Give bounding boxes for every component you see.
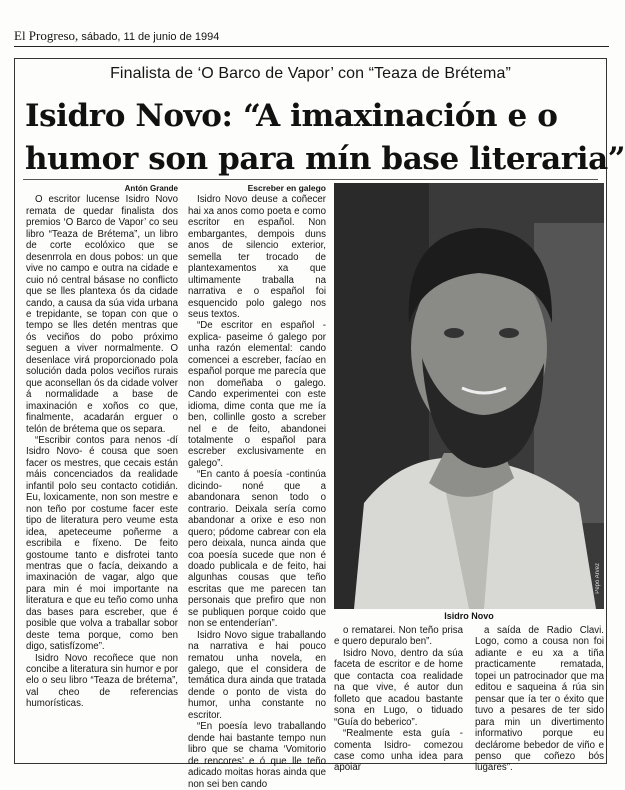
newspaper-name: El Progreso, bbox=[14, 28, 79, 43]
text-column-1 bbox=[26, 183, 178, 710]
portrait-illustration bbox=[334, 183, 604, 609]
masthead bbox=[14, 26, 609, 47]
paragraph: Isidro Novo sigue traballando na narrativa e hai pouco rematou unha novela, en galego, que el considera de temática dura ainda que tratada dende o ponto de vista do humor, unha constante no escritor. bbox=[188, 629, 326, 721]
paragraph: Isidro Novo recoñece que non concibe a literatura sin humor e por elo o seu libro “Teaza de brétema”, val cheo de referencias humorísticas. bbox=[26, 652, 178, 710]
paragraph: a saída de Radio Clavi. Logo, como a cousa non foi adiante e eu xa a tiña practicamente rematada, topei un patrocinador que ma editou e saqueina á rúa sin pensar que ía ter o éxito que tuvo a pesares de ter sido para min un divertimento informativo porque eu declárome bebedor de viño e penso que coñezo bós lugares”. bbox=[475, 625, 604, 774]
paragraph: “Escribir contos para nenos -dí Isidro Novo- é cousa que soen facer os mestres, que cecais están máis concenciados da realidade infantil polo seu contacto cotidián. Eu, loxicamente, non son mestre e non teño por costume facer este tipo de literatura pero veume esta idea, apeteceume poñerme a escribila e fíxeno. De feito gostoume tanto e disfrotei tanto mentras que o facía, deixando a imaxinación de vagar, algo que para min é moi importante na literatura e que eu teño como unha das bases para escreber, que é posible que volva a traballar sobor deste tema porque, como ben digo, satisfízome”. bbox=[26, 434, 178, 653]
headline-line: Isidro Novo: “A imaxinación e o bbox=[25, 98, 558, 134]
paragraph: Isidro Novo, dentro da súa faceta de escritor e de home que contacta coa realidade na que vive, é autor dun folleto que acadou bastante sona en Lugo, o tiduado “Guía do beberico”. bbox=[334, 647, 463, 728]
text-column-4 bbox=[475, 625, 604, 774]
headline bbox=[25, 95, 625, 181]
paragraph: “En canto á poesía -continúa dicindo- noné que a abandonara senon todo o contrario. Deixala sería como abandonar a orixe e eso non quero; pódome cabrear con ela pero deixala, nunca ainda que coa poesía sucede que non é doado publicala e de feito, hai algunhas cousas que teño escritas que me parecen tan personais que prefiro que non se publiquen porque coido que non se entenderían”. bbox=[188, 469, 326, 630]
divider bbox=[23, 179, 598, 180]
paragraph: Isidro Novo deuse a coñecer hai xa anos como poeta e como escritor en español. Non embargantes, dempois duns anos de silencio exterior, semella ter trocado de plantexamentos xa que ultimamente traballa na narrativa e o español foi esquencido polo galego nos seus textos. bbox=[188, 194, 326, 320]
photo-caption: Isidro Novo bbox=[444, 611, 494, 621]
publication-date: sábado, 11 de junio de 1994 bbox=[81, 31, 220, 43]
paragraph: o rematarei. Non teño prisa e quero depuralo ben”. bbox=[334, 625, 463, 648]
portrait-photo bbox=[334, 183, 604, 609]
byline: Antón Grande bbox=[124, 184, 178, 193]
paragraph: O escritor lucense Isidro Novo remata de quedar finalista dos premios ‘O Barco de Vapor’ co seu libro “Teaza de Brétema”, un libro de corte ecolóxico que se desenrrola en dous pobos: un que vive no campo e outra na cidade e cuio nó central básase no conflicto que se lles plantexa ós da cidade cando, a causa da súa vida urbana e trepidante, se topan con que o tempo se lles detén mentras que ós veciños do pobo próximo seguen a viver normalmente. O desenlace virá proporcionado pola solución dada polos veciños rurais que aconsellan ós da cidade volver á normalidade a base de imaxinación e xoños co que, finalmente, acadarán erguer o telón de brétema que os separa. bbox=[26, 194, 178, 435]
article-box bbox=[14, 58, 625, 790]
paragraph: “En poesía levo traballando dende hai bastante tempo nun libro que se chama ‘Vomitorio de rencores’ e ó que lle teño adicado moitas horas ainda que non sei ben cando bbox=[188, 721, 326, 790]
paragraph: “De escritor en español -explica- paseime ó galego por unha razón elemental: cando comencei a escreber, facíao en español porque me parecía que non domeñaba o galego. Cando experimentei con este idioma, dime conta que me ía ben, collinlle gosto a screber nel e de feito, abandonei totalmente o español para escreber exclusivamente en galego”. bbox=[188, 320, 326, 469]
text-column-3 bbox=[334, 625, 463, 774]
section-heading: Escreber en galego bbox=[247, 183, 326, 193]
article-kicker: Finalista de ‘O Barco de Vapor’ con “Teaza de Brétema” bbox=[110, 65, 511, 82]
headline-line: humor son para mín base literaria” bbox=[25, 141, 625, 177]
paragraph: “Realmente esta guía -comenta Isidro- comezou case como unha idea para apoiar bbox=[334, 728, 463, 774]
photo-credit: Pepo Arvez bbox=[595, 563, 601, 594]
text-column-2 bbox=[188, 183, 326, 790]
